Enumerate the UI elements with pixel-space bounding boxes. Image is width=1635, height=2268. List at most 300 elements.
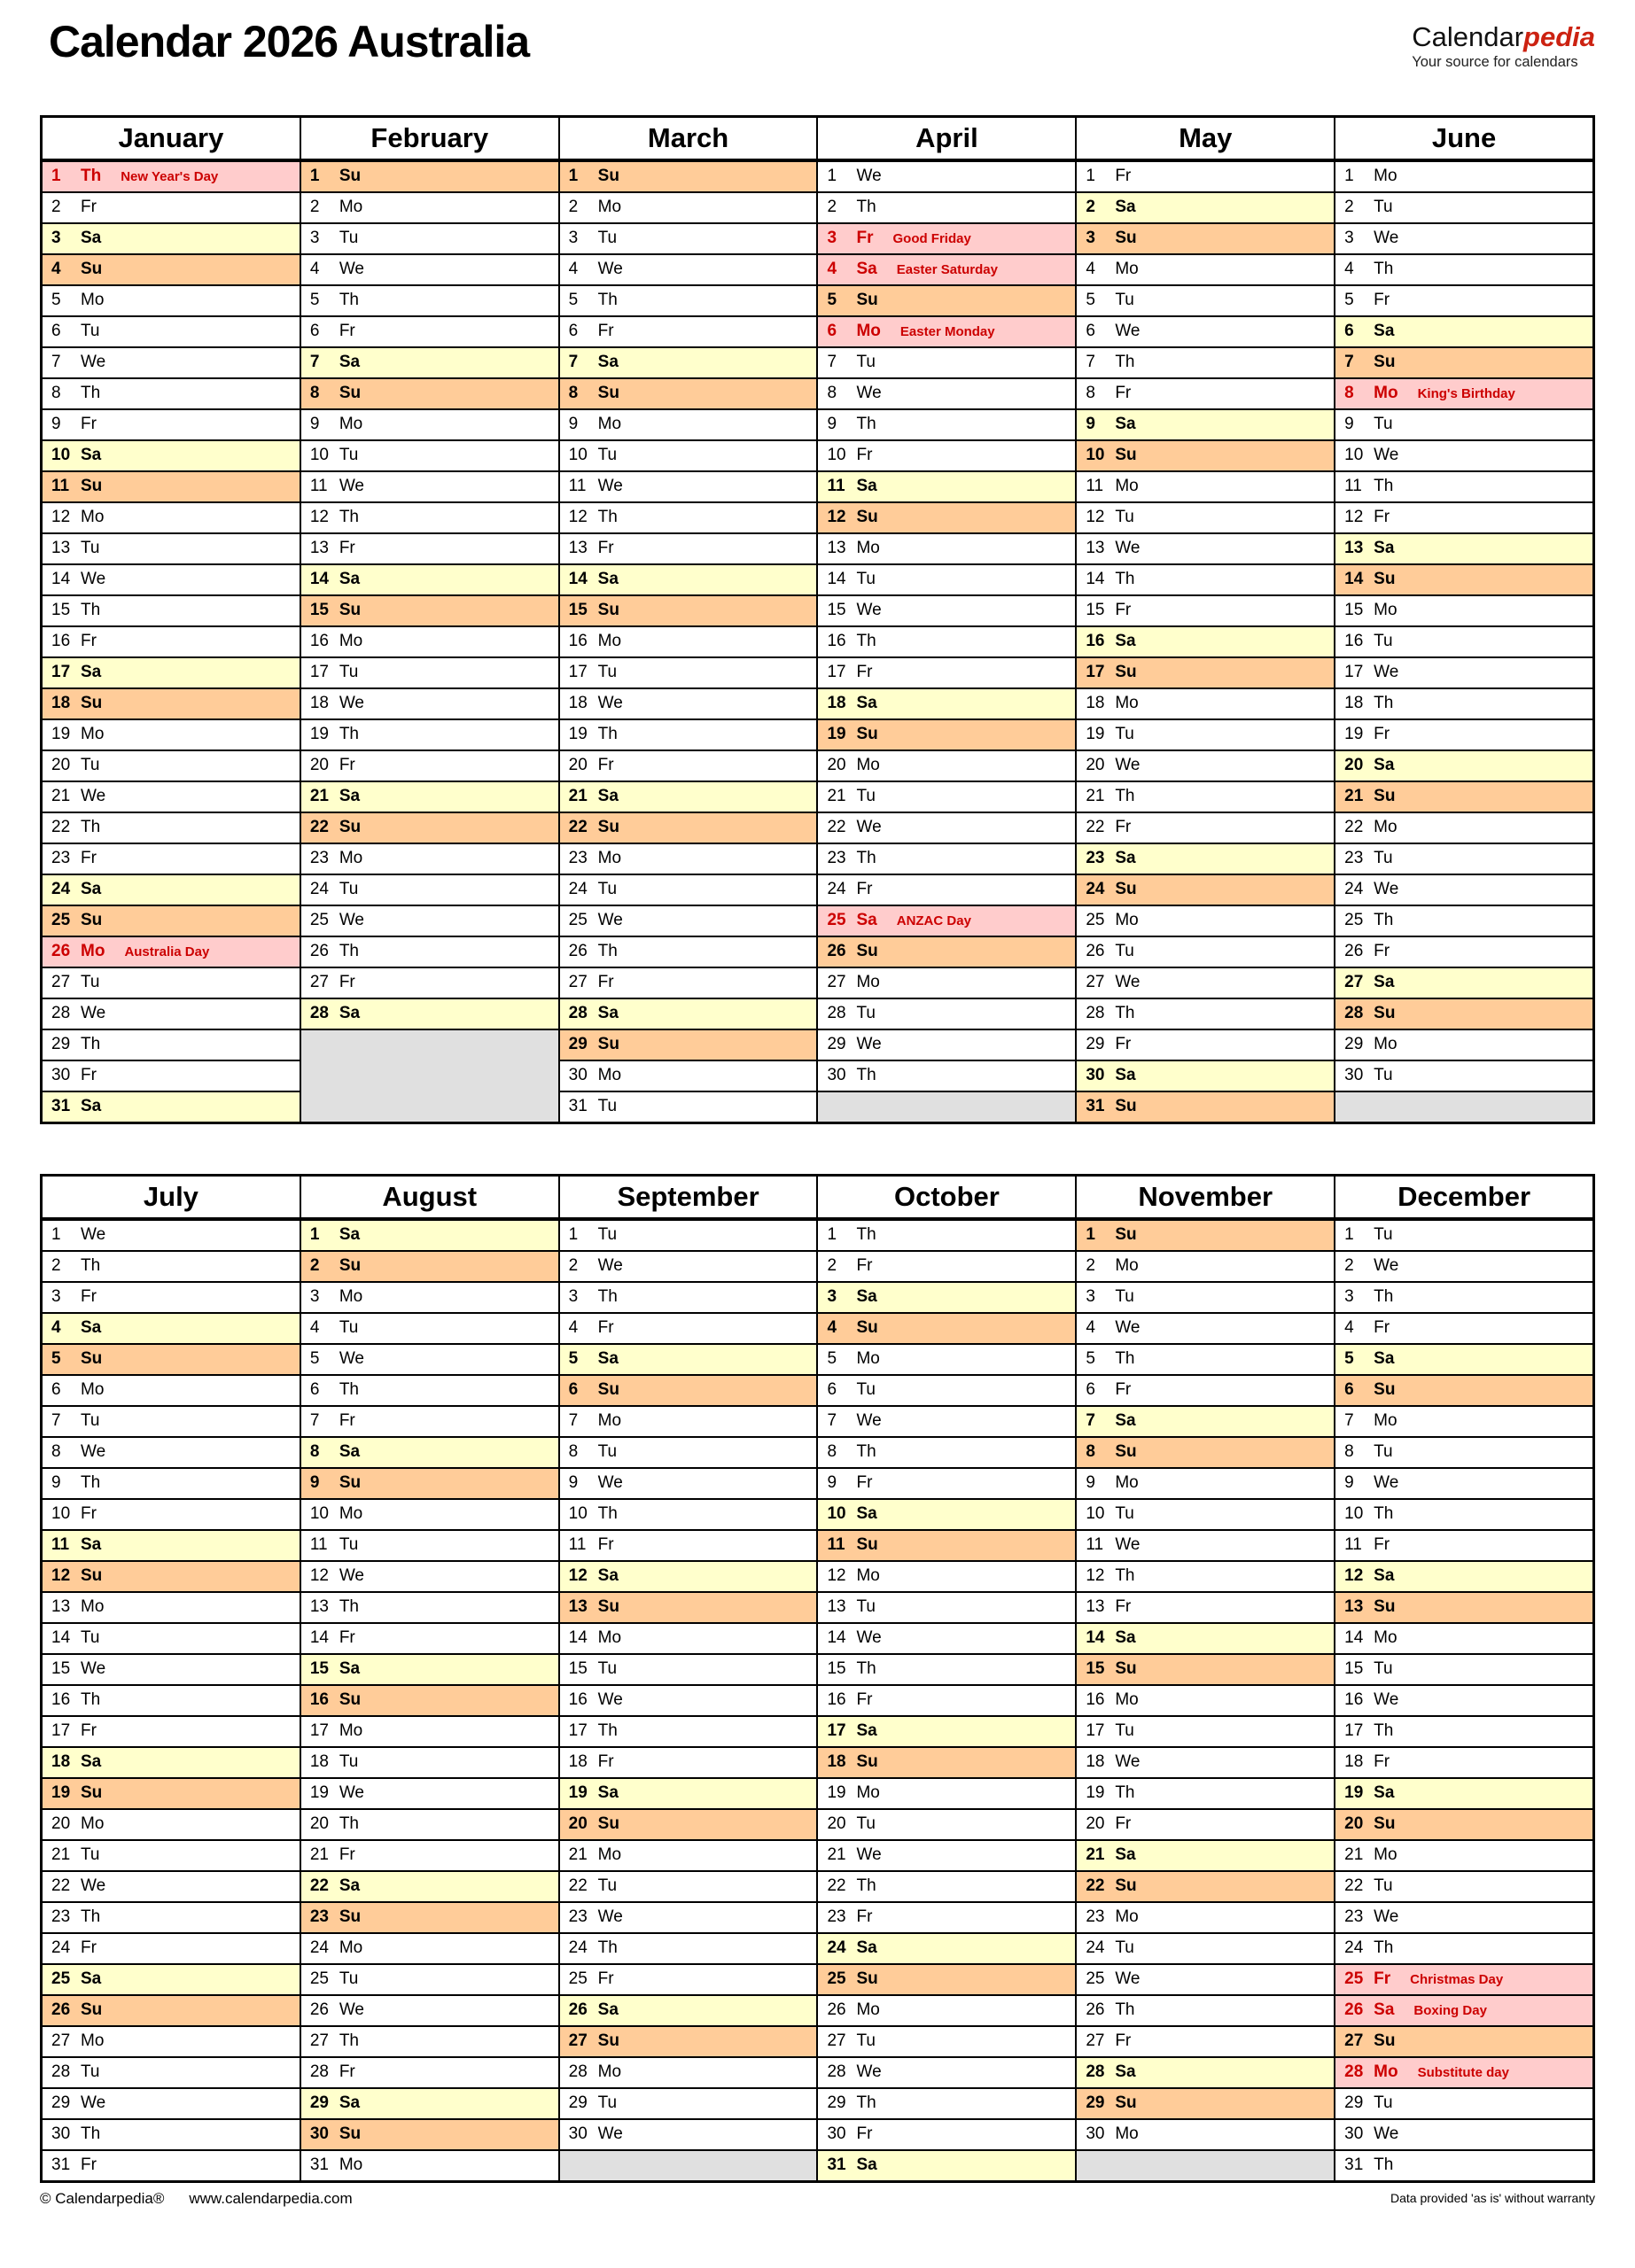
day-number: 20 [568,756,588,774]
day-cell [1077,998,1334,1029]
day-weekday: Sa [1374,1349,1395,1368]
day-cell [1335,1777,1592,1808]
day-weekday: Tu [856,1814,876,1833]
empty-cell [560,2149,817,2180]
day-number: 11 [1086,477,1104,495]
day-number: 4 [309,260,320,278]
day-weekday: We [81,1876,106,1895]
day-weekday: Tu [81,756,100,774]
day-number: 6 [568,1380,579,1399]
day-cell [818,1029,1075,1060]
day-weekday: Sa [856,2155,877,2174]
day-number: 7 [309,353,320,371]
day-cell [1335,1498,1592,1529]
day-number: 28 [309,2062,329,2081]
day-cell [43,1839,300,1870]
day-cell [818,1281,1075,1312]
month-column-october [816,1177,1075,2180]
day-cell [1077,1715,1334,1746]
day-weekday: Mo [597,415,622,433]
day-weekday: Fr [597,539,614,557]
day-weekday: Fr [339,756,355,774]
day-weekday: Th [597,942,618,960]
day-cell [43,1436,300,1467]
day-number: 18 [1086,1752,1105,1771]
day-cell [301,1591,558,1622]
day-cell [301,750,558,781]
day-number: 2 [827,198,837,216]
day-weekday: Su [856,1752,878,1771]
day-weekday: Sa [597,1004,619,1022]
day-cell [560,1374,817,1405]
day-number: 9 [1344,415,1354,433]
day-cell [301,2118,558,2149]
day-cell [1077,1343,1334,1374]
day-cell [818,998,1075,1029]
day-cell [43,2149,300,2180]
day-cell [818,1312,1075,1343]
day-cell [1335,2118,1592,2149]
day-number: 25 [568,911,588,929]
month-column-june [1334,118,1592,1122]
day-weekday: Su [339,1690,362,1709]
day-cell [1335,812,1592,843]
day-weekday: Mo [856,539,880,557]
day-number: 8 [1344,384,1354,402]
day-weekday: Sa [81,1752,102,1771]
day-weekday: Th [597,1287,618,1306]
day-cell [818,1498,1075,1529]
day-number: 5 [51,291,61,309]
day-weekday: Fr [597,1318,614,1337]
day-weekday: Su [1374,1004,1396,1022]
day-cell [1077,594,1334,625]
day-cell [818,750,1075,781]
day-number: 2 [51,1256,61,1275]
day-weekday: Fr [81,415,97,433]
day-weekday: Fr [81,2155,97,2174]
holiday-label: Christmas Day [1410,1972,1504,1987]
day-cell [301,1932,558,1963]
day-weekday: Fr [1115,384,1132,402]
day-cell [43,625,300,656]
day-number: 1 [51,1225,61,1244]
day-cell [43,470,300,501]
day-weekday: Sa [856,477,877,495]
day-weekday: Fr [597,1535,614,1554]
day-number: 31 [827,2155,846,2174]
day-number: 7 [827,353,837,371]
day-cell [43,1746,300,1777]
day-weekday: We [339,1783,364,1802]
day-cell [560,191,817,222]
day-weekday: Fr [856,1907,873,1926]
day-number: 24 [309,880,329,898]
day-cell [818,408,1075,439]
day-weekday: Th [339,291,360,309]
day-cell [818,532,1075,563]
day-cell [1335,2025,1592,2056]
month-column-march [558,118,817,1122]
day-number: 29 [568,1035,588,1053]
day-cell [818,967,1075,998]
day-weekday: Mo [1115,1256,1139,1275]
day-number: 13 [309,539,329,557]
day-number: 27 [51,2031,71,2050]
day-number: 31 [309,2155,329,2174]
day-cell [560,2056,817,2087]
day-weekday: Th [81,1035,101,1053]
day-weekday: Su [339,1907,362,1926]
day-weekday: Tu [597,1442,618,1461]
day-number: 16 [568,632,588,650]
day-cell [43,501,300,532]
day-number: 6 [51,322,61,340]
day-number: 27 [1086,973,1105,991]
day-number: 22 [1344,818,1364,836]
day-weekday: Sa [856,1287,877,1306]
day-weekday: We [1115,1318,1141,1337]
day-number: 19 [1086,725,1105,743]
day-number: 23 [51,1907,71,1926]
day-weekday: Su [856,291,878,309]
day-weekday: We [597,1256,623,1275]
day-weekday: Sa [81,880,102,898]
day-cell [560,905,817,936]
day-cell [818,1405,1075,1436]
day-cell [43,905,300,936]
day-number: 4 [827,1318,837,1337]
day-number: 6 [1086,322,1095,340]
day-weekday: Fr [597,322,614,340]
day-number: 29 [1344,2093,1364,2112]
day-weekday: Fr [1374,725,1390,743]
day-weekday: Fr [1374,1752,1390,1771]
day-weekday: We [856,818,882,836]
day-weekday: Th [597,1721,618,1740]
day-cell [1335,1746,1592,1777]
day-cell [43,656,300,687]
day-cell [301,1777,558,1808]
day-weekday: We [81,787,106,805]
day-number: 5 [568,1349,579,1368]
day-weekday: Fr [856,880,873,898]
day-weekday: Su [597,384,619,402]
day-number: 15 [51,601,71,619]
day-cell [818,1560,1075,1591]
day-cell [560,1901,817,1932]
day-number: 25 [1086,911,1105,929]
day-cell [301,2087,558,2118]
page-footer [40,2190,1595,2208]
day-number: 5 [827,291,837,309]
day-number: 5 [1086,291,1095,309]
day-number: 12 [827,508,846,526]
day-weekday: Mo [1115,260,1139,278]
day-number: 21 [1344,787,1364,805]
day-number: 28 [827,1004,846,1022]
day-number: 19 [568,725,588,743]
day-number: 20 [1344,756,1364,774]
day-number: 7 [1344,353,1354,371]
day-cell [43,1560,300,1591]
day-weekday: Tu [81,322,100,340]
calendar-table-jan-jun [40,115,1595,1124]
day-cell [43,1060,300,1091]
day-number: 19 [827,725,846,743]
day-number: 3 [1344,1287,1354,1306]
day-cell [560,408,817,439]
day-number: 19 [309,725,329,743]
day-weekday: Mo [339,198,363,216]
day-cell [43,1622,300,1653]
day-number: 1 [1086,1225,1095,1244]
day-number: 1 [309,167,320,185]
day-weekday: Sa [339,1659,361,1678]
day-number: 20 [1086,756,1105,774]
day-cell [43,1932,300,1963]
day-number: 17 [568,663,588,681]
day-number: 26 [568,942,588,960]
day-weekday: Sa [856,1504,877,1523]
day-number: 15 [568,601,588,619]
day-weekday: Tu [339,1752,359,1771]
day-weekday: Mo [1374,384,1398,402]
day-number: 26 [1344,942,1364,960]
empty-cell [301,1060,558,1091]
day-cell [1335,1932,1592,1963]
day-weekday: Tu [597,1097,618,1115]
day-weekday: Th [1374,694,1394,712]
day-cell [818,1343,1075,1374]
day-number: 22 [51,1876,71,1895]
day-cell [818,2056,1075,2087]
day-cell [560,1715,817,1746]
day-cell [1077,2025,1334,2056]
day-cell [1335,2056,1592,2087]
day-number: 26 [827,2000,846,2019]
day-number: 11 [1086,1535,1104,1554]
day-cell [1077,1560,1334,1591]
day-number: 3 [51,229,61,247]
day-number: 5 [309,1349,320,1368]
day-number: 29 [51,2093,71,2112]
day-cell [43,812,300,843]
day-number: 12 [1086,508,1105,526]
day-cell [818,1901,1075,1932]
day-cell [301,1312,558,1343]
day-cell [301,1467,558,1498]
day-weekday: Mo [1115,911,1139,929]
day-number: 3 [1086,229,1095,247]
day-cell [1335,1060,1592,1091]
day-weekday: Fr [856,1690,873,1709]
day-number: 14 [1344,570,1364,588]
empty-cell [301,1029,558,1060]
day-cell [43,874,300,905]
day-cell [1077,222,1334,253]
day-cell [1335,532,1592,563]
day-weekday: Mo [856,1349,880,1368]
day-number: 24 [51,1938,71,1957]
day-cell [43,284,300,315]
day-number: 12 [568,508,588,526]
month-column-july [43,1177,300,2180]
day-weekday: We [1374,2124,1399,2143]
day-weekday: Su [81,477,103,495]
day-weekday: Th [597,508,618,526]
day-cell [301,439,558,470]
day-weekday: Mo [597,1628,622,1647]
day-cell [818,2025,1075,2056]
day-number: 12 [1344,508,1364,526]
day-weekday: Fr [597,973,614,991]
day-number: 12 [1086,1566,1105,1585]
day-number: 15 [1086,1659,1105,1678]
day-number: 25 [51,1969,71,1988]
day-weekday: Sa [339,1225,361,1244]
day-weekday: Th [1115,353,1135,371]
day-number: 6 [568,322,579,340]
day-cell [560,1091,817,1122]
day-cell [1335,1653,1592,1684]
day-cell [1077,936,1334,967]
empty-cell [818,1091,1075,1122]
day-weekday: Sa [1115,1066,1136,1084]
day-cell [301,284,558,315]
day-cell [1335,1405,1592,1436]
day-cell [43,1777,300,1808]
day-cell [1335,656,1592,687]
day-weekday: Th [81,818,101,836]
day-cell [43,1312,300,1343]
day-number: 21 [309,787,329,805]
day-cell [301,967,558,998]
day-number: 18 [827,1752,846,1771]
day-weekday: Mo [339,1938,363,1957]
day-cell [301,1374,558,1405]
day-weekday: We [1115,1752,1141,1771]
day-cell [818,501,1075,532]
day-cell [560,594,817,625]
day-cell [1335,1312,1592,1343]
day-weekday: Mo [81,508,105,526]
day-cell [1077,253,1334,284]
day-number: 11 [309,477,328,495]
day-number: 16 [568,1690,588,1709]
day-number: 5 [568,291,579,309]
day-weekday: Th [1374,911,1394,929]
day-number: 26 [827,942,846,960]
day-cell [301,812,558,843]
day-number: 28 [1344,2062,1364,2081]
day-number: 11 [51,477,70,495]
day-weekday: Fr [1374,291,1390,309]
day-weekday: Sa [597,1783,619,1802]
day-number: 25 [827,911,846,929]
day-cell [818,905,1075,936]
day-number: 12 [1344,1566,1364,1585]
day-number: 17 [1086,1721,1105,1740]
day-cell [560,1870,817,1901]
day-cell [301,470,558,501]
day-number: 23 [1344,1907,1364,1926]
day-cell [301,625,558,656]
day-cell [1077,1060,1334,1091]
day-weekday: We [81,2093,106,2112]
day-number: 20 [827,1814,846,1833]
day-weekday: Sa [339,2093,361,2112]
day-weekday: Su [81,260,103,278]
day-cell [1077,315,1334,346]
day-cell [1335,781,1592,812]
day-cell [1335,1029,1592,1060]
day-cell [43,563,300,594]
day-weekday: Sa [81,663,102,681]
day-cell [1335,563,1592,594]
day-weekday: Su [339,601,362,619]
month-header: May [1077,118,1334,160]
day-number: 31 [51,1097,71,1115]
day-number: 6 [51,1380,61,1399]
day-number: 18 [568,1752,588,1771]
day-number: 23 [1344,849,1364,867]
day-cell [1077,1839,1334,1870]
day-weekday: Th [1374,2155,1394,2174]
day-number: 2 [568,198,579,216]
day-cell [1077,843,1334,874]
day-weekday: Su [339,1256,362,1275]
day-weekday: Tu [1115,291,1134,309]
day-weekday: Sa [1115,198,1136,216]
day-number: 17 [309,1721,329,1740]
day-weekday: Su [856,508,878,526]
day-weekday: Sa [339,787,361,805]
day-number: 5 [1344,291,1354,309]
day-cell [560,1029,817,1060]
month-column-september [558,1177,817,2180]
day-weekday: Tu [339,229,359,247]
day-weekday: Th [597,1938,618,1957]
holiday-label: King's Birthday [1417,386,1515,401]
day-weekday: Mo [856,973,880,991]
day-cell [43,936,300,967]
day-cell [1077,2087,1334,2118]
day-weekday: We [81,1004,106,1022]
day-weekday: Fr [339,1845,355,1864]
day-cell [1077,625,1334,656]
day-cell [43,781,300,812]
day-number: 30 [309,2124,329,2143]
day-number: 26 [309,2000,329,2019]
day-weekday: Mo [1115,1907,1139,1926]
day-weekday: We [856,601,882,619]
day-number: 21 [309,1845,329,1864]
day-cell [1077,1808,1334,1839]
day-number: 15 [1344,601,1364,619]
day-number: 5 [1086,1349,1095,1368]
day-cell [1077,1746,1334,1777]
day-cell [43,967,300,998]
month-header: October [818,1177,1075,1219]
day-number: 10 [309,1504,329,1523]
day-number: 9 [827,1473,837,1492]
day-cell [1335,439,1592,470]
day-weekday: Su [1374,1380,1396,1399]
day-cell [301,594,558,625]
day-weekday: We [81,1659,106,1678]
day-weekday: Tu [81,1845,100,1864]
